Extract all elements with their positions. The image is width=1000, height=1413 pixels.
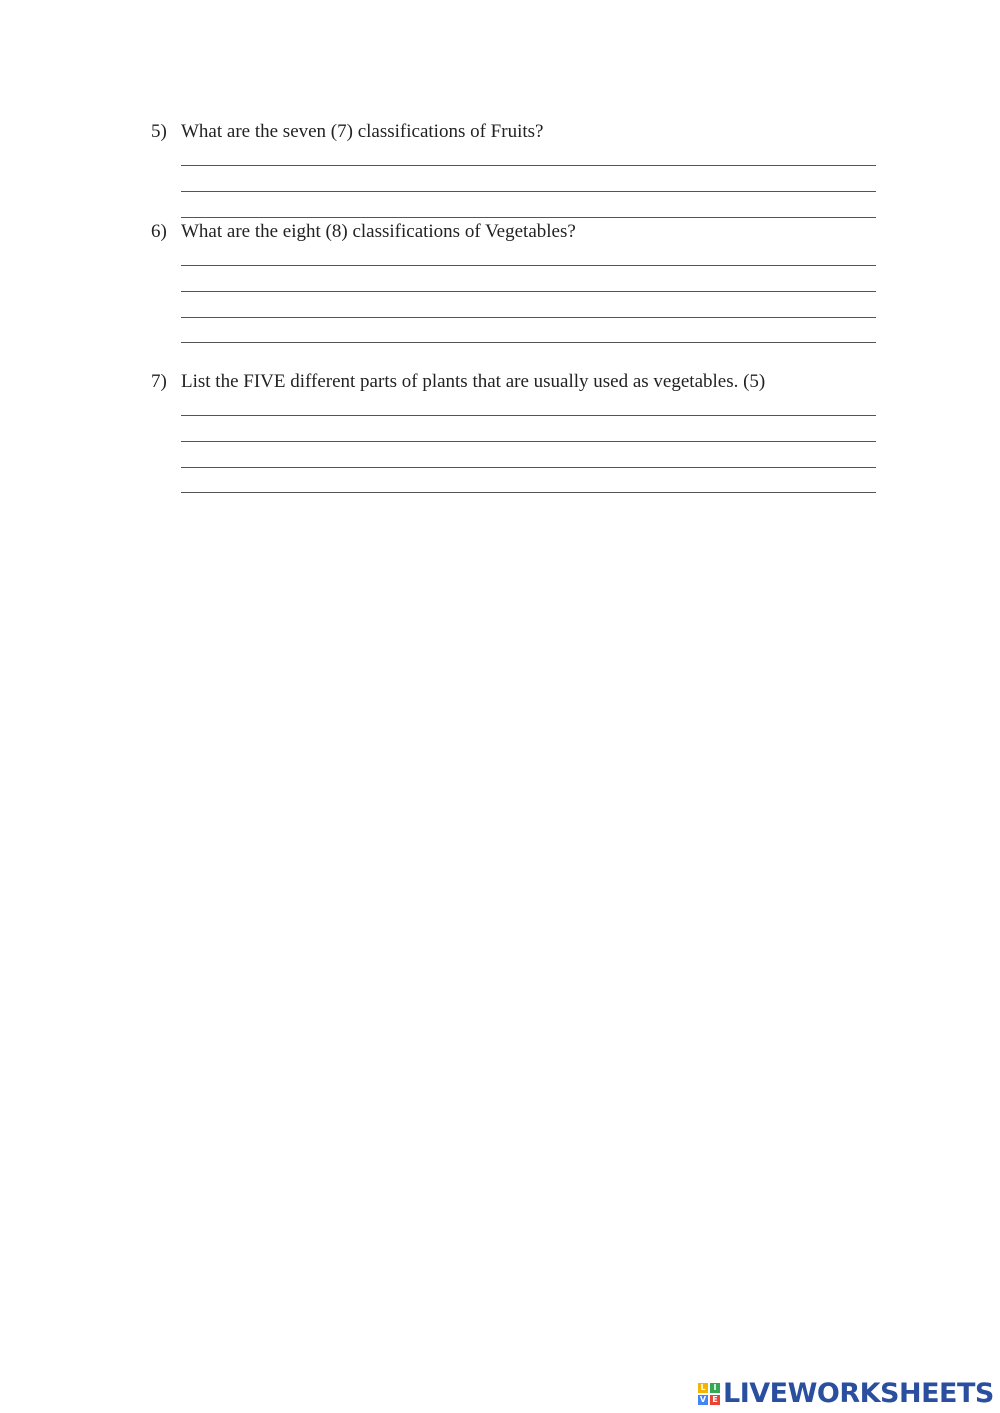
answer-line[interactable] (181, 317, 876, 318)
answer-line[interactable] (181, 265, 876, 266)
logo-mark-cell: L (698, 1383, 708, 1393)
question-number: 7) (151, 371, 167, 392)
question-text: What are the seven (7) classifications of Fruits? (181, 121, 544, 142)
answer-line[interactable] (181, 291, 876, 292)
answer-line[interactable] (181, 342, 876, 343)
question-6 (151, 221, 576, 243)
question-text: List the FIVE different parts of plants that are usually used as vegetables. (5) (181, 371, 766, 392)
answer-line[interactable] (181, 467, 876, 468)
liveworksheets-logo (697, 1378, 994, 1410)
logo-mark-icon (697, 1382, 721, 1406)
logo-mark-cell: I (710, 1383, 720, 1393)
answer-line[interactable] (181, 492, 876, 493)
question-7 (151, 371, 765, 393)
answer-line[interactable] (181, 415, 876, 416)
logo-mark-cell: V (699, 1395, 707, 1404)
answer-line[interactable] (181, 191, 876, 192)
question-number: 6) (151, 221, 167, 242)
question-5 (151, 121, 543, 143)
answer-line[interactable] (181, 217, 876, 218)
logo-mark-cell: E (710, 1395, 720, 1405)
answer-line[interactable] (181, 441, 876, 442)
question-number: 5) (151, 121, 167, 142)
answer-line[interactable] (181, 165, 876, 166)
logo-text: LIVEWORKSHEETS (723, 1378, 994, 1409)
question-text: What are the eight (8) classifications of Vegetables? (181, 221, 576, 242)
